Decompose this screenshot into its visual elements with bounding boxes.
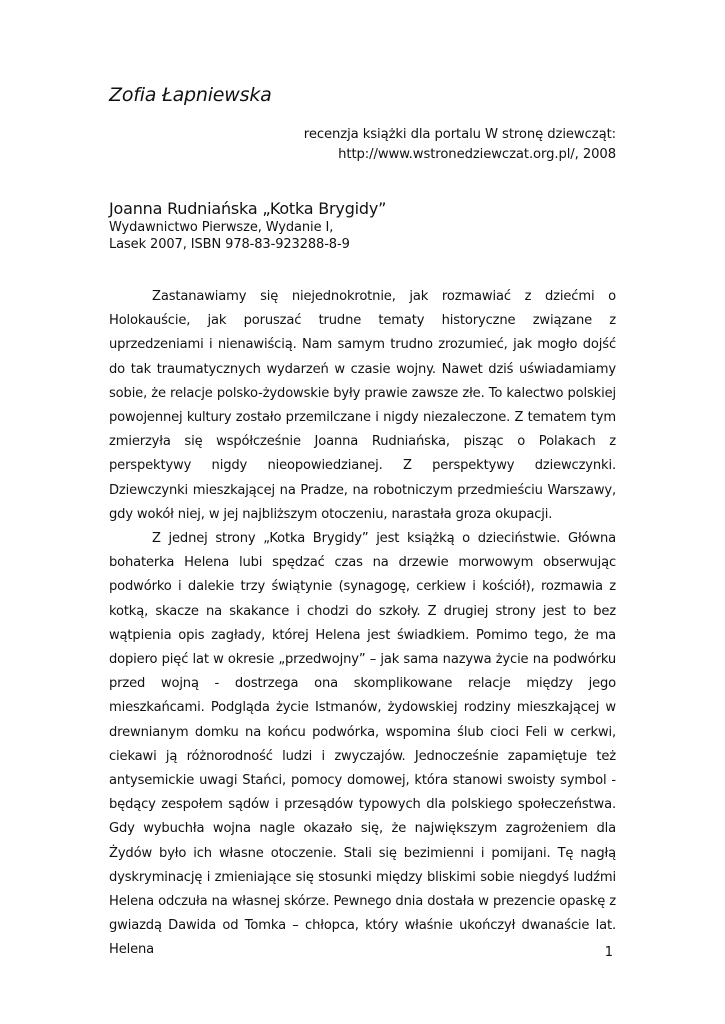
paragraph: Z jednej strony „Kotka Brygidy” jest książką o dzieciństwie. Główna bohaterka Helena lubi spędzać czas na drzewie morwowym obserwując podwórko i dalekie trzy świątynie (synagogę, cerkiew i kościół), rozmawia z kotką, skacze na skakance i chodzi do szkoły. Z drugiej strony jest to bez wątpienia opis zagłady, której Helena jest świadkiem. Pomimo tego, że ma dopiero pięć lat w okresie „przedwojny” – jak sama nazywa życie na podwórku przed wojną - dostrzega ona skomplikowane relacje między jego mieszkańcami. Podgląda życie Istmanów, żydowskiej rodziny mieszkającej w drewnianym domku na końcu podwórka, wspomina ślub cioci Feli w cerkwi, ciekawi ją różnorodność ludzi i zwyczajów. Jednocześnie zapamiętuje też antysemickie uwagi Stańci, pomocy domowej, która stanowi swoisty symbol - będący zespołem sądów i przesądów typowych dla polskiego społeczeństwa. Gdy wybuchła wojna nagle okazało się, że największym zagrożeniem dla Żydów było ich własne otoczenie. Stali się bezimienni i pomijani. Tę nagłą dyskryminację i zmieniające się stosunki między bliskimi sobie niegdyś ludźmi Helena odczuła na własnej skórze. Pewnego dnia dostała w prezencie opaskę z gwiazdą Dawida od Tomka – chłopca, który właśnie ukończył dwanaście lat. Helena [109, 531, 616, 958]
publisher-line: Wydawnictwo Pierwsze, Wydanie I, [109, 220, 334, 235]
review-body [109, 285, 616, 963]
review-note-url: http://www.wstronedziewczat.org.pl/, 2008 [338, 147, 616, 162]
review-note-line: recenzja książki dla portalu W stronę dziewcząt: [303, 127, 616, 142]
book-info [109, 199, 386, 253]
isbn-line: Lasek 2007, ISBN 978-83-923288-8-9 [109, 237, 350, 252]
book-title: Joanna Rudniańska „Kotka Brygidy” [109, 199, 387, 218]
page-number: 1 [604, 945, 613, 960]
paragraph: Zastanawiamy się niejednokrotnie, jak rozmawiać z dziećmi o Holokauście, jak poruszać trudne tematy historyczne związane z uprzedzeniami i nienawiścią. Nam samym trudno zrozumieć, jak mogło dojść do tak traumatycznych wydarzeń w czasie wojny. Nawet dziś uświadamiamy sobie, że relacje polsko-żydowskie były prawie zawsze złe. To kalectwo polskiej powojennej kultury zostało przemilczane i nigdy niezaleczone. Z tematem tym zmierzyła się współcześnie Joanna Rudniańska, pisząc o Polakach z perspektywy nigdy nieopowiedzianej. Z perspektywy dziewczynki. Dziewczynki mieszkającej na Pradze, na robotniczym przedmieściu Warszawy, gdy wokół niej, w jej najbliższym otoczeniu, narastała groza okupacji. [109, 289, 616, 522]
review-note [304, 125, 616, 165]
author-name: Zofia Łapniewska [109, 84, 272, 106]
